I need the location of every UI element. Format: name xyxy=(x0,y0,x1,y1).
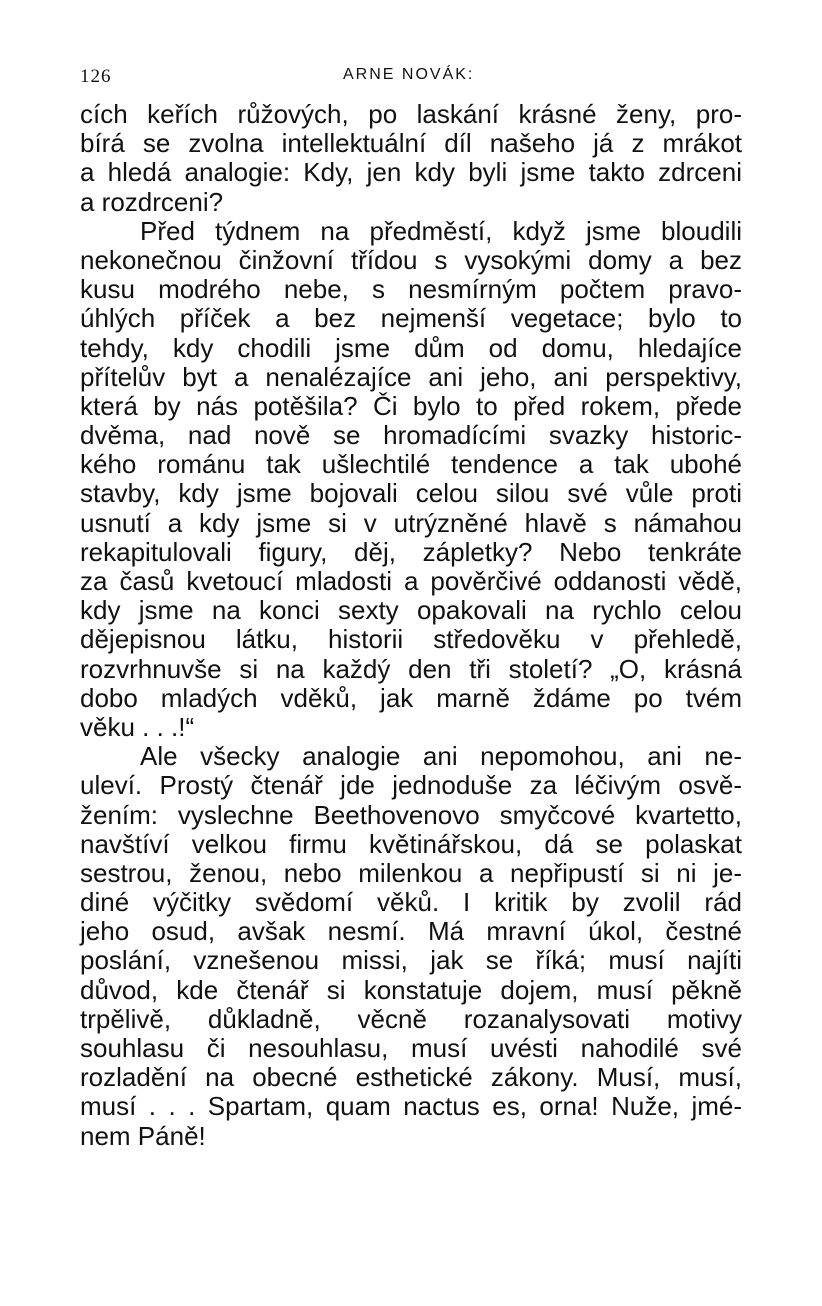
text-line: musí . . . Spartam, quam nactus es, orna! Nuže, jmé- xyxy=(80,1091,742,1122)
text-line: žením: vyslechne Beethovenovo smyčcové kvartetto, xyxy=(80,799,742,830)
running-head xyxy=(78,62,743,92)
text-line: sestrou, ženou, nebo milenkou a nepřipustí si ni je- xyxy=(80,857,742,888)
text-line: cích keřích růžových, po laskání krásné ženy, pro- xyxy=(80,99,742,129)
text-line: která by nás potěšila? Či bylo to před rokem, přede xyxy=(80,390,742,421)
text-line: důvod, kde čtenář si konstatuje dojem, musí pěkně xyxy=(80,974,742,1005)
page-number: 126 xyxy=(80,66,112,87)
text-line: tehdy, kdy chodili jsme dům od domu, hledajíce xyxy=(80,332,742,363)
text-line: bírá se zvolna intellektuální díl našeho já z mrákot xyxy=(80,128,742,159)
paragraph-2 xyxy=(80,217,742,742)
text-line: nem Páně! xyxy=(80,1120,206,1151)
running-title: ARNE NOVÁK: xyxy=(343,66,475,83)
text-line: dějepisnou látku, historii středověku v přehledě, xyxy=(80,624,742,655)
text-line: kého románu tak ušlechtilé tendence a tak ubohé xyxy=(80,449,742,480)
text-line: rozladění na obecné esthetické zákony. Musí, musí, xyxy=(80,1062,742,1093)
paragraph-1 xyxy=(80,100,742,217)
text-line: dobo mladých vděků, jak marně ždáme po tvém xyxy=(80,682,742,713)
text-line: souhlasu či nesouhlasu, musí uvésti nahodilé své xyxy=(80,1033,742,1063)
text-line: a hledá analogie: Kdy, jen kdy byli jsme takto zdrceni xyxy=(80,157,742,188)
text-line: věku . . .!“ xyxy=(80,711,195,742)
text-line: nekonečnou činžovní třídou s vysokými domy a bez xyxy=(80,244,742,275)
text-line: úhlých příček a bez nejmenší vegetace; bylo to xyxy=(80,303,742,334)
text-line: jeho osud, avšak nesmí. Má mravní úkol, čestné xyxy=(80,916,742,947)
body-text xyxy=(80,100,742,1151)
text-line: dvěma, nad nově se hromadícími svazky historic- xyxy=(80,420,742,451)
paragraph-3 xyxy=(80,742,742,1151)
text-line: uleví. Prostý čtenář jde jednoduše za léčivým osvě- xyxy=(80,770,742,801)
text-line: usnutí a kdy jsme si v utrýzněné hlavě s námahou xyxy=(80,507,742,538)
text-line: přítelův byt a nenalézajíce ani jeho, ani perspektivy, xyxy=(80,361,742,392)
text-line: a rozdrceni? xyxy=(80,186,224,217)
text-line: kdy jsme na konci sexty opakovali na rychlo celou xyxy=(80,595,742,626)
text-line: rekapitulovali figury, děj, zápletky? Nebo tenkráte xyxy=(80,536,742,567)
text-line: Ale všecky analogie ani nepomohou, ani ne- xyxy=(140,741,742,772)
text-line: poslání, vznešenou missi, jak se říká; musí najíti xyxy=(80,945,742,976)
text-line: Před týdnem na předměstí, když jsme bloudili xyxy=(140,215,742,246)
text-line: diné výčitky svědomí věků. I kritik by zvolil rád xyxy=(80,887,742,918)
text-line: za časů kvetoucí mladosti a pověrčivé oddanosti vědě, xyxy=(80,566,742,596)
text-line: trpělivě, důkladně, věcně rozanalysovati motivy xyxy=(80,1003,742,1034)
text-line: navštíví velkou firmu květinářskou, dá se polaskat xyxy=(80,828,742,859)
text-line: kusu modrého nebe, s nesmírným počtem pravo- xyxy=(80,274,742,305)
text-line: stavby, kdy jsme bojovali celou silou své vůle proti xyxy=(80,478,742,509)
text-line: rozvrhnuvše si na každý den tři století? „O, krásná xyxy=(80,653,742,684)
